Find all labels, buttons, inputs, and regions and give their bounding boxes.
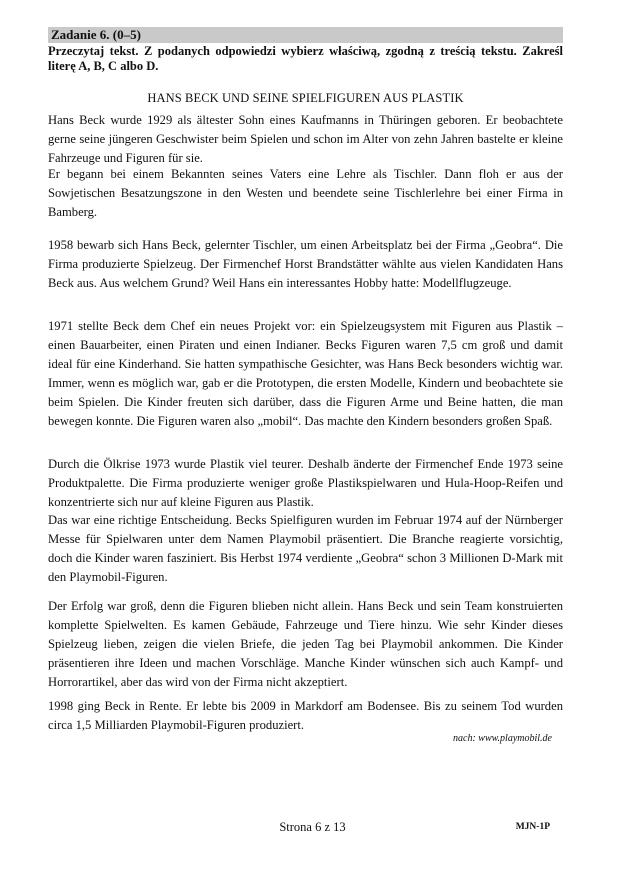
paragraph-3: 1958 bewarb sich Hans Beck, gelernter Tischler, um einen Arbeitsplatz bei der Firma „Geobra“. Die Firma produzierte Spielzeug. Der Firmenchef Horst Brandstätter wählte aus vielen Kandidaten Hans Beck aus. Aus welchem Grund? Weil Hans ein interessantes Hobby hatte: Modellflugzeuge. [48, 238, 563, 290]
exam-code: MJN-1P [515, 822, 550, 832]
paragraph-6: Das war eine richtige Entscheidung. Becks Spielfiguren wurden im Februar 1974 auf der Nürnberger Messe für Spielwaren unter dem Namen Playmobil präsentiert. Die Branche reagierte vorsichtig, doch die Kinder waren fasziniert. Bis Herbst 1974 verdiente „Geobra“ schon 3 Millionen D-Mark mit den Playmobil-Figuren. [48, 513, 563, 584]
task-instruction: Przeczytaj tekst. Z podanych odpowiedzi wybierz właściwą, zgodną z treścią tekstu. Zakreśl literę A, B, C albo D. [48, 44, 563, 73]
paragraph-1: Hans Beck wurde 1929 als ältester Sohn eines Kaufmanns in Thüringen geboren. Er beobachtete gerne seine jüngeren Geschwister beim Spielen und schon im Alter von zehn Jahren bastelte er kleine Fahrzeuge und Figuren für sie. [48, 113, 563, 165]
paragraph-8: 1998 ging Beck in Rente. Er lebte bis 2009 in Markdorf am Bodensee. Bis zu seinem Tod wurden circa 1,5 Milliarden Playmobil-Figuren produziert. [48, 699, 563, 732]
task-header: Zadanie 6. (0–5) [48, 27, 563, 43]
paragraph-5: Durch die Ölkrise 1973 wurde Plastik viel teurer. Deshalb änderte der Firmenchef Ende 1973 seine Produktpalette. Die Firma produzierte weniger große Plastikspielwaren und Hula-Hoop-Reifen und konzentrierte sich nur auf kleine Figuren aus Plastik. [48, 457, 563, 509]
page-number: Strona 6 z 13 [279, 820, 346, 834]
paragraph-2: Er begann bei einem Bekannten seines Vaters eine Lehre als Tischler. Dann floh er aus der Sowjetischen Besatzungszone in den Westen und beendete seine Tischlerlehre bei einer Firma in Bamberg. [48, 167, 563, 219]
paragraph-4: 1971 stellte Beck dem Chef ein neues Projekt vor: ein Spielzeugsystem mit Figuren aus Plastik – einen Bauarbeiter, einen Piraten und einen Indianer. Becks Figuren waren 7,5 cm groß und damit ideal für eine Kinderhand. Sie hatten sympathische Gesichter, was Hans Beck besonders wichtig war. Immer, wenn es möglich war, gab er die Prototypen, die ersten Modelle, Kindern und beobachtete sie beim Spielen. Die Kinder freuten sich darüber, dass die Figuren Arme und Beine hatten, die man bewegen konnte. Die Figuren waren also „mobil“. Das machte den Kindern besonders großen Spaß. [48, 319, 563, 428]
source-citation: nach: www.playmobil.de [453, 733, 552, 744]
article-title: HANS BECK UND SEINE SPIELFIGUREN AUS PLASTIK [147, 91, 464, 105]
paragraph-7: Der Erfolg war groß, denn die Figuren blieben nicht allein. Hans Beck und sein Team konstruierten komplette Spielwelten. Es kamen Gebäude, Fahrzeuge und Tiere hinzu. Wie sehr Kinder dieses Spielzeug lieben, zeigen die vielen Briefe, die jeden Tag bei Playmobil ankommen. Die Kinder präsentieren ihre Ideen und machen Vorschläge. Manche Kinder wünschen sich auch Kampf- und Horrorartikel, aber das wird von der Firma nicht akzeptiert. [48, 599, 563, 689]
